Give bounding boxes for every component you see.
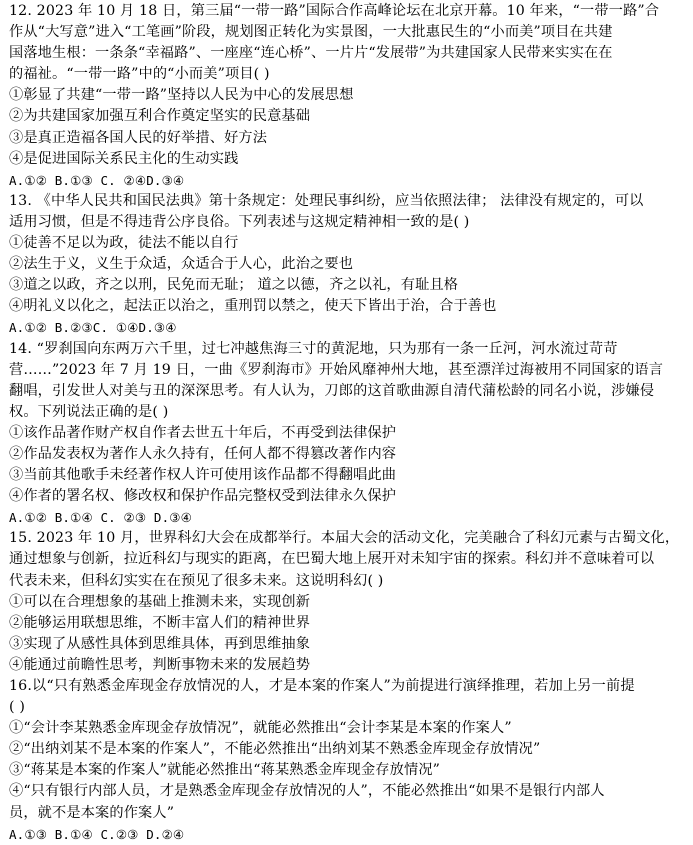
question-stem-line: 14. “罗刹国向东两万六千里，过七冲越焦海三寸的黄泥地，只为那有一条一丘河，河水流过苛苛 (9, 340, 618, 357)
question-16 (9, 676, 685, 845)
option-line: ④能通过前瞻性思考，判断事物未来的发展趋势 (9, 656, 311, 673)
option-line: ①该作品著作财产权自作者去世五十年后，不再受到法律保护 (9, 424, 397, 441)
option-line: ③道之以政，齐之以刑，民免而无耻； 道之以德，齐之以礼，有耻且格 (9, 277, 459, 294)
question-stem-line: 的福祉。“一带一路”中的“小而美”项目( ) (9, 66, 270, 83)
answer-choices: A.①② B.①④ C. ②③ D.③④ (9, 510, 192, 526)
answer-choices: A.①② B.②③C. ①④D.③④ (9, 320, 177, 336)
option-line: ③是真正造福各国人民的好举措、好方法 (9, 129, 268, 146)
question-stem-line: 作从“大写意”进入“工笔画”阶段，规划图正转化为实景图，一大批惠民生的“小而美”项目在共建 (9, 24, 613, 41)
question-stem-line: 代表未来，但科幻实实在在预见了很多未来。这说明科幻( ) (9, 572, 384, 589)
question-12 (9, 1, 685, 191)
question-13 (9, 191, 685, 339)
question-stem-line: 16.以“只有熟悉金库现金存放情况的人，才是本案的作案人”为前提进行演绎推理，若加上另一前提 (9, 678, 635, 694)
option-line: ③当前其他歌手未经著作权人许可使用该作品都不得翻唱此曲 (9, 467, 397, 484)
question-stem-line: 适用习惯，但是不得违背公序良俗。下列表述与这规定精神相一致的是( ) (9, 213, 470, 230)
answer-choices: A.①③ B.①④ C.②③ D.②④ (9, 826, 185, 842)
question-stem-line: 15. 2023 年 10 月，世界科幻大会在成都举行。本届大会的活动文化，完美融合了科幻元素与古蜀文化， (9, 530, 680, 547)
question-stem-line: 12. 2023 年 10 月 18 日，第三届“一带一路”国际合作高峰论坛在北京开幕。10 年来，“一带一路”合 (9, 3, 660, 19)
question-stem-line: 翻唱，引发世人对美与丑的深深思考。有人认为，刀郎的这首歌曲源自清代蒲松龄的同名小说，涉嫌侵 (9, 382, 655, 399)
question-stem-line: 13. 《中华人民共和国民法典》第十条规定：处理民事纠纷，应当依照法律； 法律没有规定的，可以 (9, 192, 644, 209)
question-stem-line: 国落地生根：一条条“幸福路”、一座座“连心桥”、一片片“发展带”为共建国家人民带来实实在在 (9, 45, 613, 62)
option-line: ④明礼义以化之，起法正以治之，重刑罚以禁之，使天下皆出于治，合于善也 (9, 298, 497, 315)
option-line: ④作者的署名权、修改权和保护作品完整权受到法律永久保护 (9, 488, 397, 505)
option-line: ①“会计李某熟悉金库现金存放情况”，就能必然推出“会计李某是本案的作案人” (9, 720, 512, 737)
option-line: 员，就不是本案的作案人” (9, 804, 175, 821)
option-line: ①可以在合理想象的基础上推测未来，实现创新 (9, 593, 311, 610)
question-stem-line: ( ) (9, 699, 26, 716)
question-stem-line: 权。下列说法正确的是( ) (9, 403, 169, 420)
option-line: ③实现了从感性具体到思维具体，再到思维抽象 (9, 635, 311, 652)
option-line: ②法生于义，义生于众适，众适合于人心，此治之要也 (9, 256, 354, 273)
option-line: ②“出纳刘某不是本案的作案人”，不能必然推出“出纳刘某不熟悉金库现金存放情况” (9, 741, 541, 758)
question-stem-line: 通过想象与创新，拉近科幻与现实的距离，在巴蜀大地上展开对未知宇宙的探索。科幻并不意味着可以 (9, 551, 655, 568)
question-stem-line: 营……”2023 年 7 月 19 日，一曲《罗刹海市》开始风靡神州大地，甚至漂洋过海被用不同国家的语言 (9, 361, 664, 378)
question-15 (9, 528, 685, 676)
answer-choices: A.①② B.①③ C. ②④D.③④ (9, 172, 185, 188)
option-line: ①徒善不足以为政，徒法不能以自行 (9, 235, 239, 252)
option-line: ④“只有银行内部人员，才是熟悉金库现金存放情况的人”，不能必然推出“如果不是银行内部人 (9, 783, 605, 800)
option-line: ②作品发表权为著作人永久持有，任何人都不得篡改著作内容 (9, 445, 397, 462)
question-14 (9, 339, 685, 529)
option-line: ④是促进国际关系民主化的生动实践 (9, 150, 239, 167)
option-line: ②为共建国家加强互利合作奠定坚实的民意基础 (9, 108, 311, 125)
option-line: ①彰显了共建“一带一路”坚持以人民为中心的发展思想 (9, 87, 354, 104)
option-line: ③“蒋某是本案的作案人”就能必然推出“蒋某熟悉金库现金存放情况” (9, 762, 441, 779)
option-line: ②能够运用联想思维，不断丰富人们的精神世界 (9, 614, 311, 631)
